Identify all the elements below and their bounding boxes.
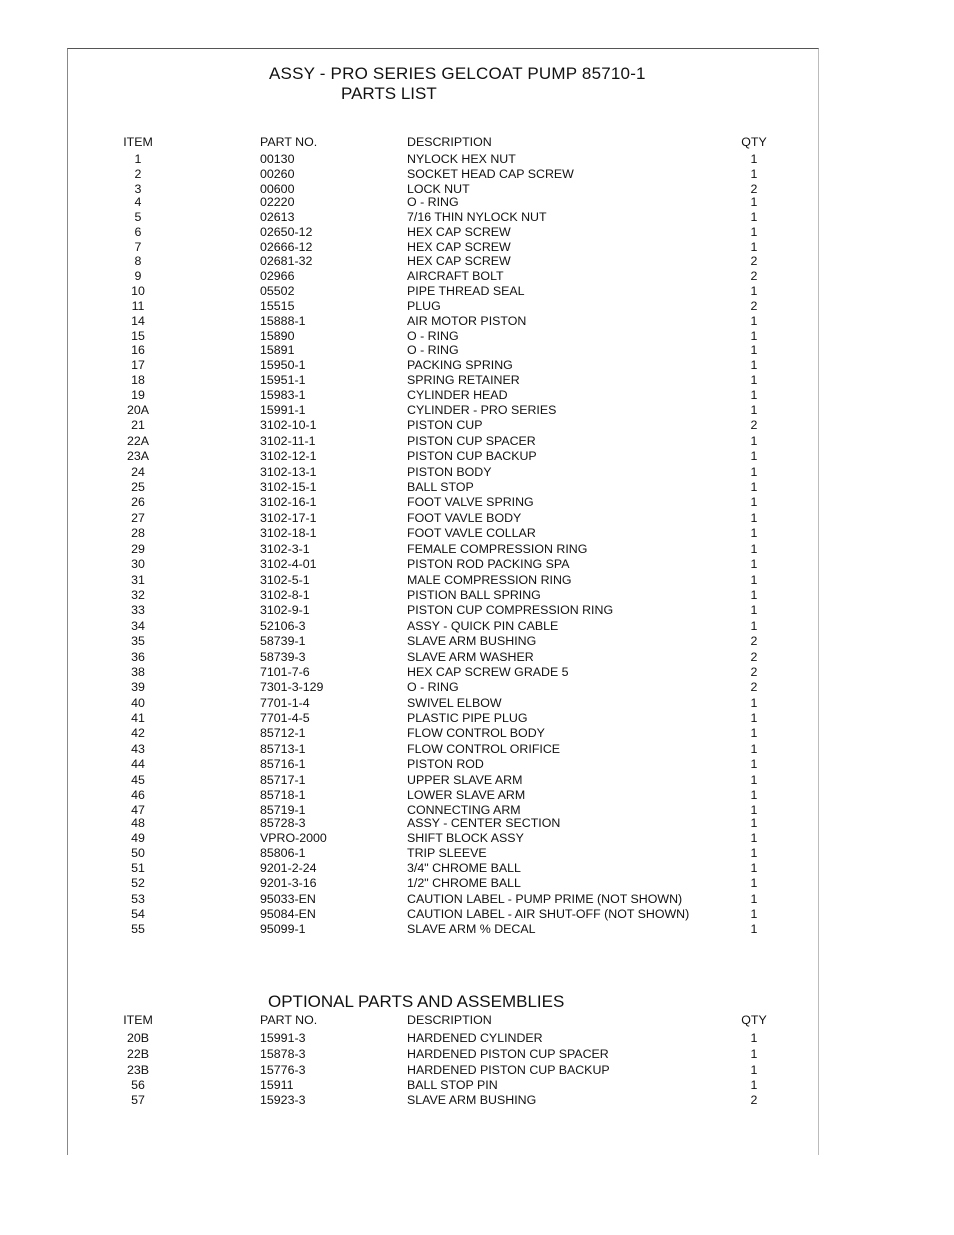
page-subtitle: PARTS LIST: [341, 84, 437, 103]
item-number: 44: [131, 757, 145, 771]
item-number: 26: [131, 495, 145, 509]
optional-table-header: [0, 1013, 954, 1028]
item-number: 6: [134, 225, 142, 239]
part-quantity: 2: [750, 269, 758, 283]
table-row: [0, 757, 954, 772]
part-quantity: 1: [750, 465, 758, 479]
item-number: 8: [134, 254, 142, 268]
item-number: 32: [131, 588, 145, 602]
item-number: 23A: [126, 449, 150, 463]
table-row: [0, 742, 954, 757]
part-description: PISTON CUP: [407, 418, 483, 432]
item-number: 22A: [126, 434, 150, 448]
item-number: 15: [131, 329, 145, 343]
part-quantity: 2: [750, 650, 758, 664]
part-number: 7101-7-6: [260, 665, 310, 679]
item-number: 27: [131, 511, 145, 525]
part-number: 9201-2-24: [260, 861, 317, 875]
column-header-qty: QTY: [741, 1013, 767, 1027]
part-quantity: 1: [750, 195, 758, 209]
part-quantity: 2: [750, 634, 758, 648]
part-description: SLAVE ARM WASHER: [407, 650, 534, 664]
part-number: 58739-1: [260, 634, 306, 648]
part-description: MALE COMPRESSION RING: [407, 573, 572, 587]
table-row: [0, 511, 954, 526]
table-row: [0, 418, 954, 433]
part-description: NYLOCK HEX NUT: [407, 152, 516, 166]
part-quantity: 1: [750, 816, 758, 830]
column-header-qty: QTY: [741, 135, 767, 149]
part-description: SOCKET HEAD CAP SCREW: [407, 167, 574, 181]
table-row: [0, 542, 954, 557]
part-number: 3102-18-1: [260, 526, 317, 540]
part-quantity: 1: [750, 358, 758, 372]
part-quantity: 2: [750, 299, 758, 313]
part-description: FOOT VALVE SPRING: [407, 495, 534, 509]
part-quantity: 1: [750, 861, 758, 875]
part-quantity: 2: [750, 254, 758, 268]
item-number: 10: [131, 284, 145, 298]
part-quantity: 1: [750, 846, 758, 860]
part-number: 02650-12: [260, 225, 313, 239]
part-quantity: 2: [750, 1093, 758, 1107]
table-row: [0, 773, 954, 788]
item-number: 18: [131, 373, 145, 387]
item-number: 21: [131, 418, 145, 432]
table-row: [0, 210, 954, 225]
table-row: [0, 480, 954, 495]
table-row: [0, 329, 954, 344]
table-row: [0, 1093, 954, 1108]
part-number: 58739-3: [260, 650, 306, 664]
part-number: 3102-8-1: [260, 588, 310, 602]
item-number: 2: [134, 167, 142, 181]
part-quantity: 1: [750, 742, 758, 756]
table-row: [0, 388, 954, 403]
item-number: 42: [131, 726, 145, 740]
item-number: 48: [131, 816, 145, 830]
part-quantity: 1: [750, 210, 758, 224]
part-number: 3102-4-01: [260, 557, 317, 571]
item-number: 34: [131, 619, 145, 633]
part-number: 00130: [260, 152, 295, 166]
part-number: 15983-1: [260, 388, 306, 402]
part-quantity: 1: [750, 922, 758, 936]
item-number: 39: [131, 680, 145, 694]
column-header-item: ITEM: [123, 1013, 153, 1027]
part-quantity: 1: [750, 449, 758, 463]
part-number: 52106-3: [260, 619, 306, 633]
part-quantity: 1: [750, 603, 758, 617]
part-number: 00260: [260, 167, 295, 181]
item-number: 46: [131, 788, 145, 802]
table-row: [0, 403, 954, 418]
part-quantity: 1: [750, 876, 758, 890]
table-row: [0, 922, 954, 937]
part-description: LOWER SLAVE ARM: [407, 788, 526, 802]
part-number: 15888-1: [260, 314, 306, 328]
part-number: 02666-12: [260, 240, 313, 254]
table-row: [0, 240, 954, 255]
item-number: 9: [134, 269, 142, 283]
part-description: O - RING: [407, 343, 459, 357]
item-number: 20A: [126, 403, 150, 417]
part-number: 02681-32: [260, 254, 313, 268]
table-row: [0, 449, 954, 464]
part-description: CYLINDER HEAD: [407, 388, 508, 402]
part-quantity: 2: [750, 182, 758, 196]
item-number: 14: [131, 314, 145, 328]
part-number: 7701-4-5: [260, 711, 310, 725]
part-quantity: 1: [750, 167, 758, 181]
part-number: 7301-3-129: [260, 680, 324, 694]
item-number: 7: [134, 240, 142, 254]
part-description: BALL STOP: [407, 480, 474, 494]
table-row: [0, 831, 954, 846]
part-description: HEX CAP SCREW: [407, 254, 511, 268]
item-number: 45: [131, 773, 145, 787]
item-number: 40: [131, 696, 145, 710]
part-quantity: 1: [750, 1031, 758, 1045]
item-number: 41: [131, 711, 145, 725]
part-description: AIRCRAFT BOLT: [407, 269, 504, 283]
item-number: 35: [131, 634, 145, 648]
part-description: SLAVE ARM BUSHING: [407, 1093, 537, 1107]
part-number: 95084-EN: [260, 907, 316, 921]
part-number: 15951-1: [260, 373, 306, 387]
part-quantity: 1: [750, 1063, 758, 1077]
part-description: PISTION BALL SPRING: [407, 588, 541, 602]
part-description: ASSY - CENTER SECTION: [407, 816, 561, 830]
table-row: [0, 526, 954, 541]
table-row: [0, 269, 954, 284]
part-description: HARDENED CYLINDER: [407, 1031, 543, 1045]
part-description: PISTON ROD PACKING SPA: [407, 557, 570, 571]
item-number: 24: [131, 465, 145, 479]
item-number: 11: [131, 299, 145, 313]
part-number: 7701-1-4: [260, 696, 310, 710]
table-row: [0, 588, 954, 603]
part-quantity: 1: [750, 773, 758, 787]
optional-section-title: OPTIONAL PARTS AND ASSEMBLIES: [268, 992, 565, 1011]
part-description: UPPER SLAVE ARM: [407, 773, 523, 787]
part-description: O - RING: [407, 195, 459, 209]
item-number: 57: [131, 1093, 145, 1107]
table-row: [0, 650, 954, 665]
table-row: [0, 711, 954, 726]
part-quantity: 1: [750, 152, 758, 166]
item-number: 51: [131, 861, 145, 875]
part-description: 3/4" CHROME BALL: [407, 861, 521, 875]
part-quantity: 1: [750, 526, 758, 540]
table-row: [0, 726, 954, 741]
part-quantity: 1: [750, 495, 758, 509]
part-quantity: 1: [750, 225, 758, 239]
part-number: 15991-3: [260, 1031, 306, 1045]
table-row: [0, 495, 954, 510]
table-row: [0, 434, 954, 449]
part-description: PISTON CUP SPACER: [407, 434, 536, 448]
table-row: [0, 846, 954, 861]
part-description: SLAVE ARM BUSHING: [407, 634, 537, 648]
table-row: [0, 557, 954, 572]
part-quantity: 1: [750, 1047, 758, 1061]
part-number: VPRO-2000: [260, 831, 327, 845]
part-number: 3102-3-1: [260, 542, 310, 556]
part-quantity: 1: [750, 711, 758, 725]
parts-table-header: [0, 135, 954, 150]
part-description: HARDENED PISTON CUP BACKUP: [407, 1063, 610, 1077]
item-number: 56: [131, 1078, 145, 1092]
table-row: [0, 1063, 954, 1078]
item-number: 50: [131, 846, 145, 860]
part-number: 95033-EN: [260, 892, 316, 906]
part-description: TRIP SLEEVE: [407, 846, 487, 860]
part-description: PLUG: [407, 299, 441, 313]
part-number: 3102-11-1: [260, 434, 316, 448]
part-number: 02613: [260, 210, 295, 224]
item-number: 38: [131, 665, 145, 679]
part-number: 85728-3: [260, 816, 306, 830]
part-quantity: 1: [750, 803, 758, 817]
part-description: SPRING RETAINER: [407, 373, 520, 387]
part-number: 3102-13-1: [260, 465, 317, 479]
part-description: FLOW CONTROL BODY: [407, 726, 545, 740]
item-number: 1: [134, 152, 142, 166]
item-number: 33: [131, 603, 145, 617]
part-quantity: 1: [750, 573, 758, 587]
item-number: 20B: [126, 1031, 150, 1045]
item-number: 52: [131, 876, 145, 890]
table-row: [0, 254, 954, 269]
item-number: 28: [131, 526, 145, 540]
part-description: SWIVEL ELBOW: [407, 696, 502, 710]
part-quantity: 1: [750, 480, 758, 494]
item-number: 55: [131, 922, 145, 936]
part-description: FOOT VAVLE COLLAR: [407, 526, 536, 540]
part-number: 3102-16-1: [260, 495, 317, 509]
column-header-part-no: PART NO.: [260, 135, 318, 149]
part-quantity: 1: [750, 1078, 758, 1092]
part-description: FOOT VAVLE BODY: [407, 511, 522, 525]
part-quantity: 1: [750, 831, 758, 845]
part-number: 3102-15-1: [260, 480, 317, 494]
item-number: 53: [131, 892, 145, 906]
part-number: 15515: [260, 299, 295, 313]
part-number: 3102-17-1: [260, 511, 317, 525]
column-header-item: ITEM: [123, 135, 153, 149]
part-number: 15890: [260, 329, 295, 343]
part-quantity: 1: [750, 240, 758, 254]
part-description: PLASTIC PIPE PLUG: [407, 711, 528, 725]
table-row: [0, 373, 954, 388]
part-number: 9201-3-16: [260, 876, 317, 890]
part-number: 85716-1: [260, 757, 306, 771]
part-number: 15878-3: [260, 1047, 306, 1061]
item-number: 19: [131, 388, 145, 402]
item-number: 31: [131, 573, 145, 587]
page-title: ASSY - PRO SERIES GELCOAT PUMP 85710-1: [269, 64, 646, 83]
part-number: 85719-1: [260, 803, 306, 817]
part-description: BALL STOP PIN: [407, 1078, 498, 1092]
part-quantity: 1: [750, 619, 758, 633]
table-row: [0, 573, 954, 588]
part-number: 85713-1: [260, 742, 306, 756]
part-quantity: 1: [750, 788, 758, 802]
item-number: 49: [131, 831, 145, 845]
item-number: 17: [131, 358, 145, 372]
table-row: [0, 619, 954, 634]
part-number: 02220: [260, 195, 295, 209]
table-row: [0, 788, 954, 803]
table-row: [0, 680, 954, 695]
item-number: 22B: [126, 1047, 150, 1061]
part-number: 3102-10-1: [260, 418, 317, 432]
part-number: 15776-3: [260, 1063, 306, 1077]
part-description: HEX CAP SCREW: [407, 225, 511, 239]
part-description: CYLINDER - PRO SERIES: [407, 403, 557, 417]
part-description: PISTON ROD: [407, 757, 484, 771]
part-number: 3102-5-1: [260, 573, 310, 587]
part-description: PISTON CUP COMPRESSION RING: [407, 603, 614, 617]
part-description: HEX CAP SCREW GRADE 5: [407, 665, 569, 679]
item-number: 29: [131, 542, 145, 556]
table-row: [0, 465, 954, 480]
item-number: 36: [131, 650, 145, 664]
part-quantity: 1: [750, 388, 758, 402]
part-number: 05502: [260, 284, 295, 298]
part-quantity: 2: [750, 680, 758, 694]
table-row: [0, 603, 954, 618]
item-number: 47: [131, 803, 145, 817]
part-description: PIPE THREAD SEAL: [407, 284, 525, 298]
part-number: 02966: [260, 269, 295, 283]
part-quantity: 1: [750, 511, 758, 525]
part-description: LOCK NUT: [407, 182, 470, 196]
part-description: CAUTION LABEL - AIR SHUT-OFF (NOT SHOWN): [407, 907, 690, 921]
part-quantity: 1: [750, 542, 758, 556]
table-row: [0, 284, 954, 299]
part-quantity: 2: [750, 418, 758, 432]
item-number: 43: [131, 742, 145, 756]
part-quantity: 1: [750, 557, 758, 571]
part-description: SLAVE ARM % DECAL: [407, 922, 536, 936]
table-row: [0, 225, 954, 240]
part-number: 15923-3: [260, 1093, 306, 1107]
table-row: [0, 665, 954, 680]
part-number: 85718-1: [260, 788, 306, 802]
table-row: [0, 696, 954, 711]
part-quantity: 1: [750, 726, 758, 740]
part-description: CONNECTING ARM: [407, 803, 521, 817]
part-quantity: 2: [750, 665, 758, 679]
table-row: [0, 152, 954, 167]
part-number: 15950-1: [260, 358, 306, 372]
part-number: 15891: [260, 343, 295, 357]
part-description: PISTON BODY: [407, 465, 492, 479]
item-number: 4: [134, 195, 142, 209]
table-row: [0, 1047, 954, 1062]
table-row: [0, 892, 954, 907]
item-number: 30: [131, 557, 145, 571]
item-number: 16: [131, 343, 145, 357]
column-header-part-no: PART NO.: [260, 1013, 318, 1027]
part-description: PACKING SPRING: [407, 358, 513, 372]
table-row: [0, 299, 954, 314]
part-number: 85717-1: [260, 773, 306, 787]
table-row: [0, 907, 954, 922]
table-row: [0, 816, 954, 831]
part-number: 85712-1: [260, 726, 306, 740]
part-number: 85806-1: [260, 846, 306, 860]
part-quantity: 1: [750, 329, 758, 343]
table-row: [0, 314, 954, 329]
part-quantity: 1: [750, 696, 758, 710]
part-quantity: 1: [750, 284, 758, 298]
part-description: AIR MOTOR PISTON: [407, 314, 527, 328]
part-quantity: 1: [750, 907, 758, 921]
part-quantity: 1: [750, 588, 758, 602]
part-quantity: 1: [750, 892, 758, 906]
part-number: 15991-1: [260, 403, 306, 417]
part-quantity: 1: [750, 343, 758, 357]
part-quantity: 1: [750, 757, 758, 771]
table-row: [0, 358, 954, 373]
table-row: [0, 1078, 954, 1093]
item-number: 25: [131, 480, 145, 494]
part-description: PISTON CUP BACKUP: [407, 449, 537, 463]
part-description: FEMALE COMPRESSION RING: [407, 542, 588, 556]
part-description: 1/2" CHROME BALL: [407, 876, 521, 890]
part-description: O - RING: [407, 329, 459, 343]
part-quantity: 1: [750, 314, 758, 328]
part-description: FLOW CONTROL ORIFICE: [407, 742, 561, 756]
part-number: 95099-1: [260, 922, 306, 936]
item-number: 23B: [126, 1063, 150, 1077]
item-number: 5: [134, 210, 142, 224]
table-row: [0, 861, 954, 876]
table-row: [0, 1031, 954, 1046]
part-description: HEX CAP SCREW: [407, 240, 511, 254]
part-description: HARDENED PISTON CUP SPACER: [407, 1047, 609, 1061]
part-number: 3102-9-1: [260, 603, 310, 617]
part-number: 00600: [260, 182, 295, 196]
part-quantity: 1: [750, 434, 758, 448]
part-description: SHIFT BLOCK ASSY: [407, 831, 524, 845]
table-row: [0, 634, 954, 649]
item-number: 3: [134, 182, 142, 196]
table-row: [0, 876, 954, 891]
item-number: 54: [131, 907, 145, 921]
table-row: [0, 195, 954, 210]
part-description: 7/16 THIN NYLOCK NUT: [407, 210, 547, 224]
part-number: 3102-12-1: [260, 449, 317, 463]
part-description: ASSY - QUICK PIN CABLE: [407, 619, 559, 633]
column-header-description: DESCRIPTION: [407, 135, 492, 149]
part-quantity: 1: [750, 403, 758, 417]
part-description: O - RING: [407, 680, 459, 694]
column-header-description: DESCRIPTION: [407, 1013, 492, 1027]
table-row: [0, 343, 954, 358]
table-row: [0, 167, 954, 182]
part-number: 15911: [260, 1078, 294, 1092]
part-quantity: 1: [750, 373, 758, 387]
part-description: CAUTION LABEL - PUMP PRIME (NOT SHOWN): [407, 892, 683, 906]
